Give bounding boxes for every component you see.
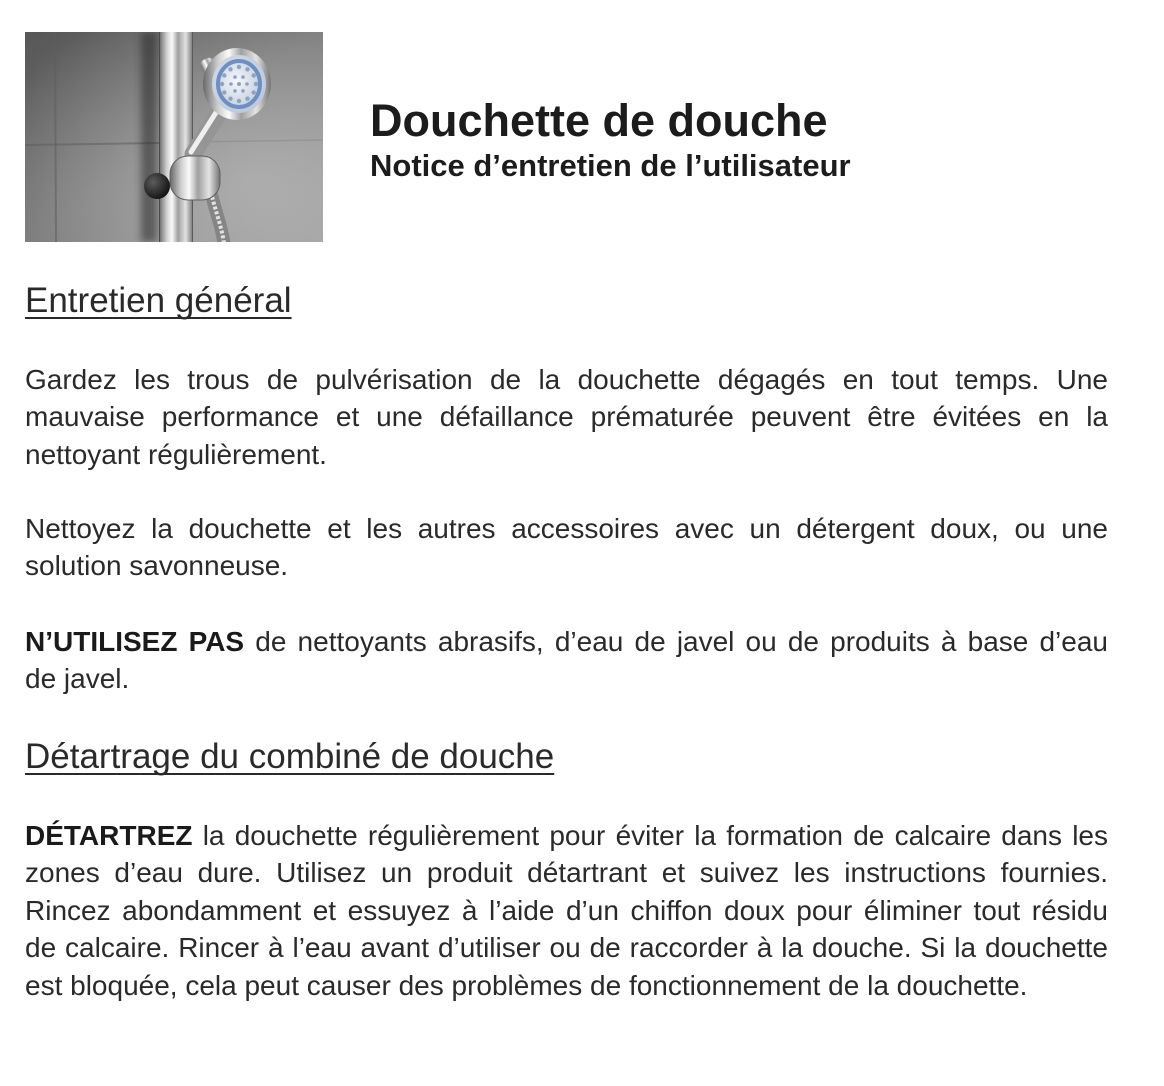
paragraph-line-text: de nettoyants abrasifs, d’eau de javel ou de produits à base d’eau [255,625,1108,657]
shower-product-photo [25,32,323,242]
paragraph-line [25,817,1108,855]
paragraph-line: nettoyant régulièrement. [25,438,327,470]
paragraph-spray-holes [25,361,1108,474]
descaling-lead: DÉTARTREZ [25,819,193,851]
paragraph-line: Gardez les trous de pulvérisation de la douchette dégagés en tout temps. Une [25,363,1108,395]
paragraph-warning [25,623,1108,698]
paragraph-line: Nettoyez la douchette et les autres accessoires avec un détergent doux, ou une [25,512,1108,544]
paragraph-line: de calcaire. Rincer à l’eau avant d’utiliser ou de raccorder à la douche. Si la douchette [25,932,1108,963]
paragraph-line [25,623,1108,661]
paragraph-line-text: la douchette régulièrement pour éviter la formation de calcaire dans les [202,819,1108,851]
paragraph-line: solution savonneuse. [25,550,289,581]
paragraph-line: Rincez abondamment et essuyez à l’aide d’un chiffon doux pour éliminer tout résidu [25,894,1108,926]
paragraph-line: zones d’eau dure. Utilisez un produit détartrant et suivez les instructions fournies. [25,857,1108,888]
document-subtitle: Notice d’entretien de l’utilisateur [370,148,851,183]
paragraph-line: mauvaise performance et une défaillance prématurée peuvent être évitées en la [25,401,1108,432]
warning-lead: N’UTILISEZ PAS [25,625,245,657]
rail-shadow [141,32,157,242]
slide-rail [159,32,193,242]
paragraph-cleaning [25,510,1108,585]
paragraph-line: est bloquée, cela peut causer des problèmes de fonctionnement de la douchette. [25,969,1028,1001]
section-heading-general-maintenance: Entretien général [25,280,292,320]
paragraph-line: de javel. [25,663,130,694]
section-heading-descaling: Détartrage du combiné de douche [25,736,555,776]
paragraph-descaling [25,817,1108,1005]
document-title: Douchette de douche [370,95,828,146]
